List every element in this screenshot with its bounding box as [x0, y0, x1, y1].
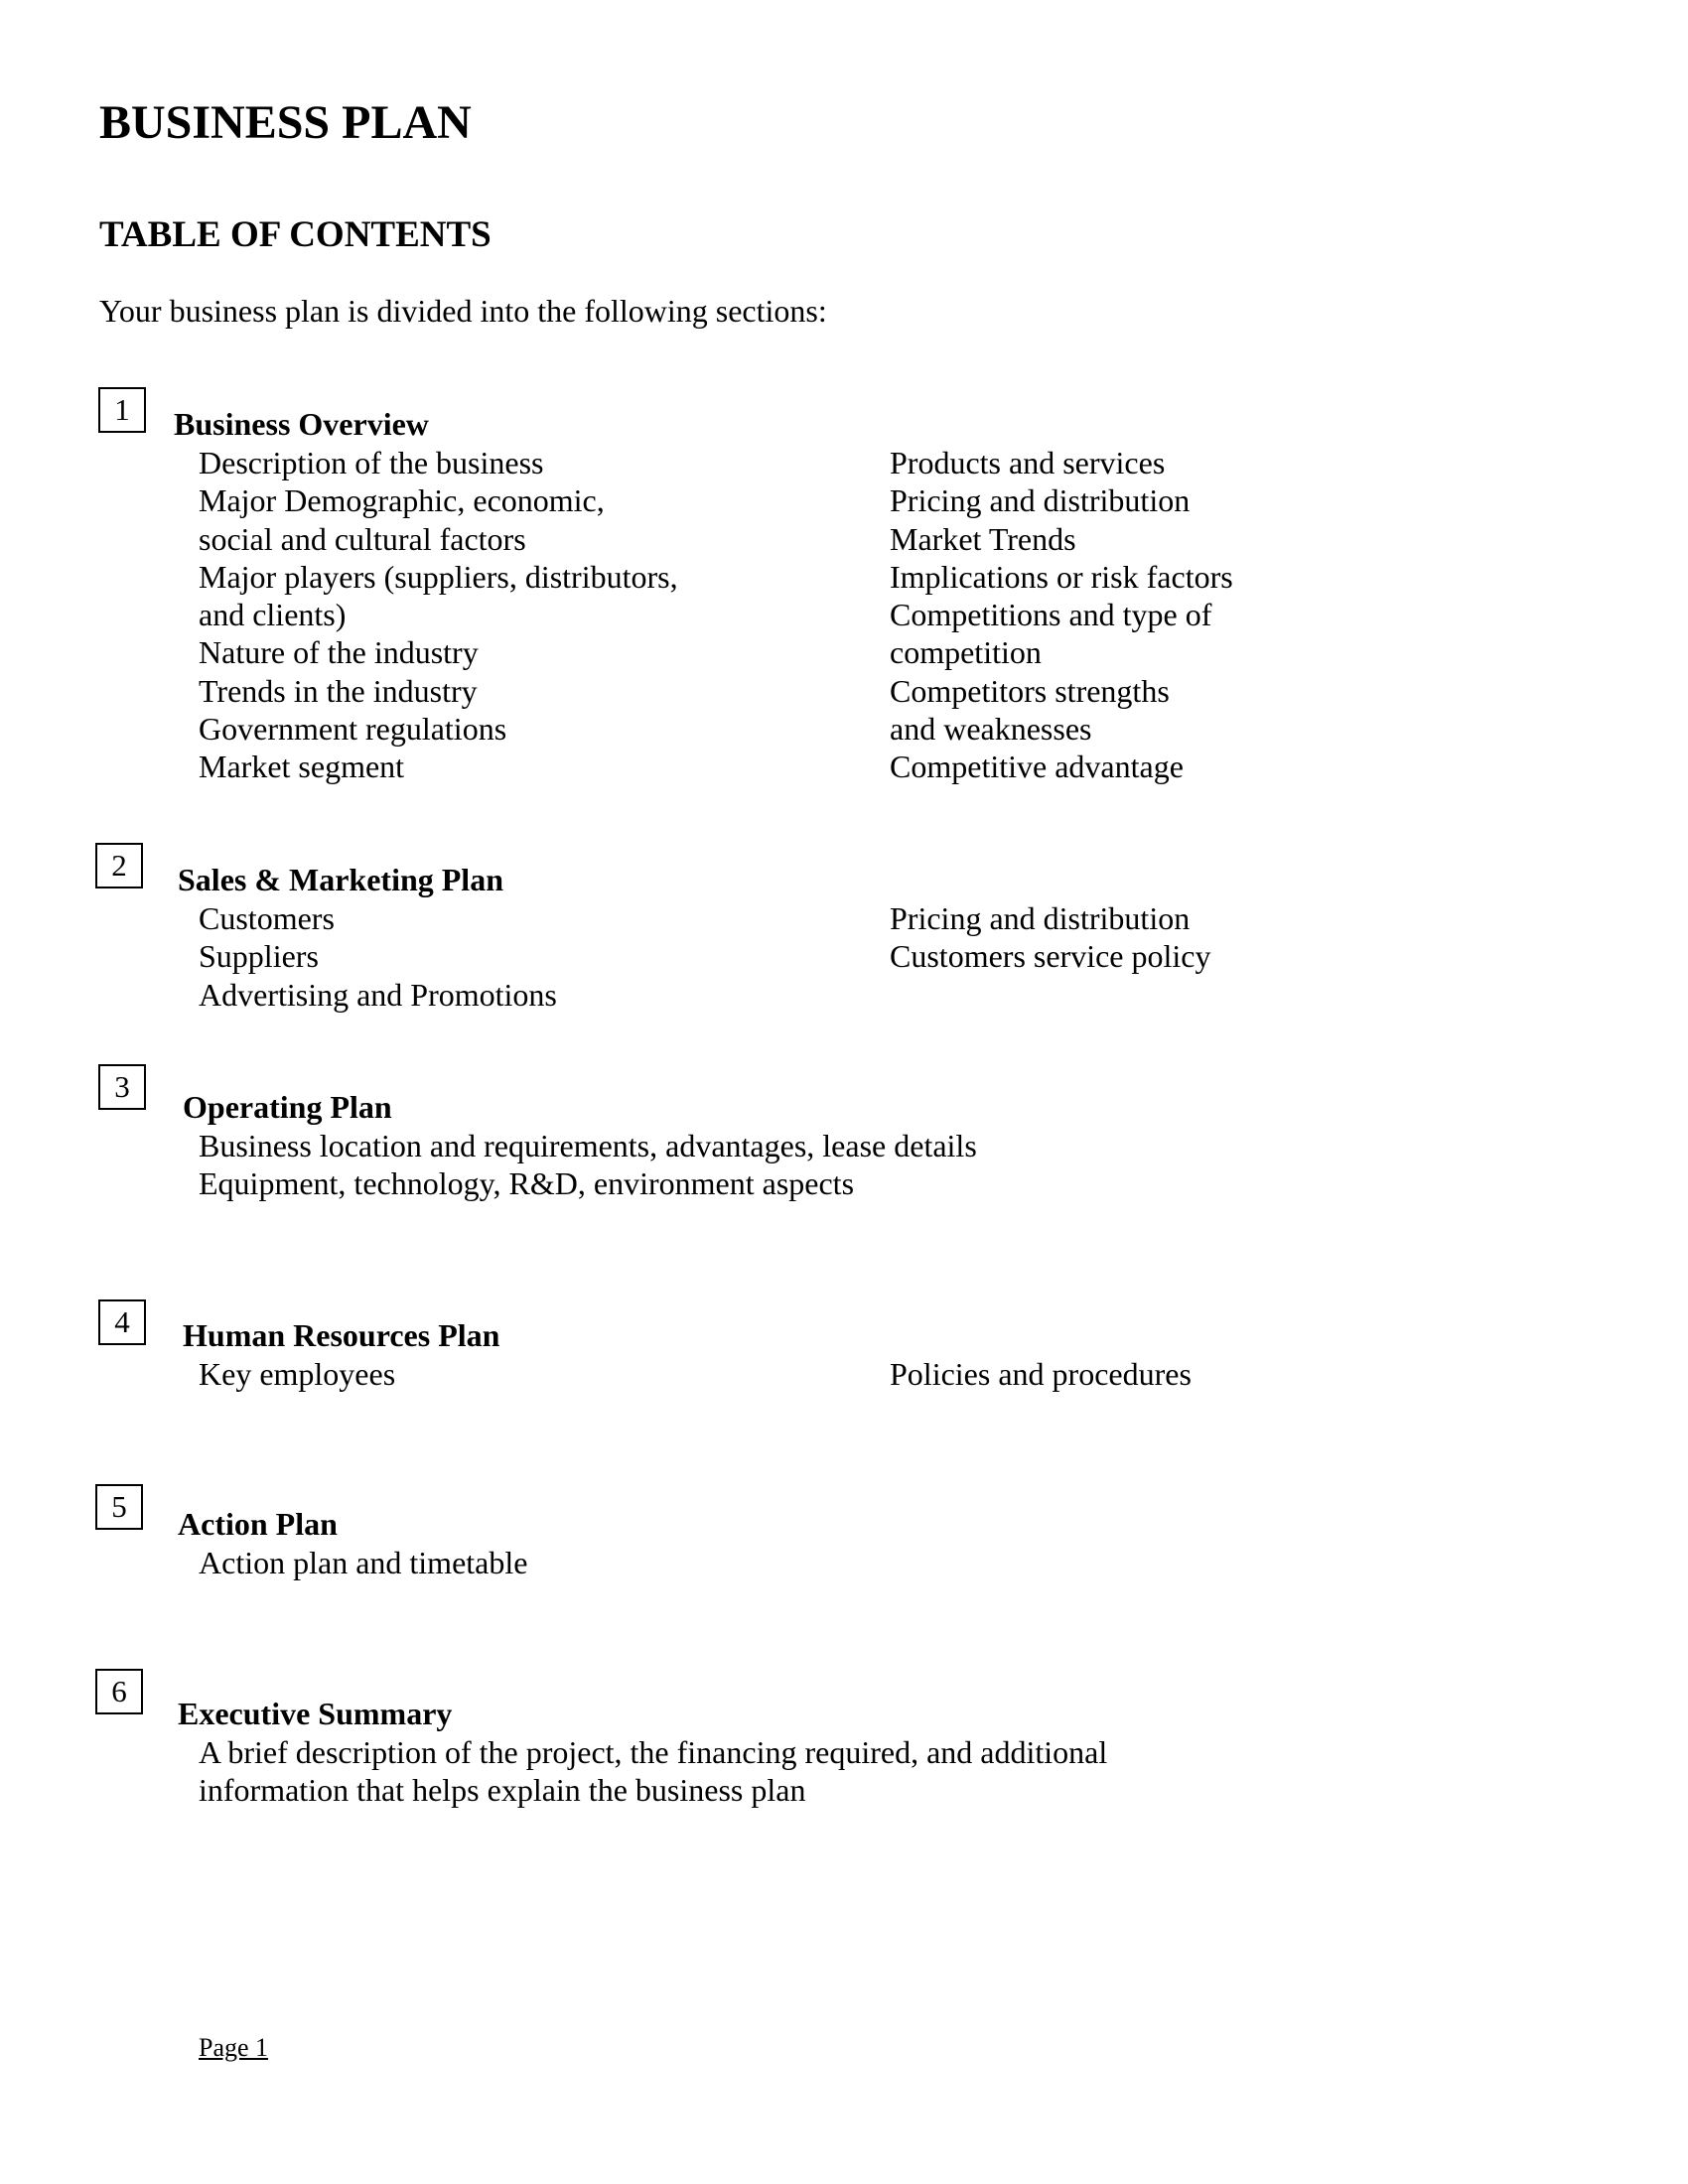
section-3-title: Operating Plan [183, 1089, 392, 1125]
list-item: information that helps explain the business plan [199, 1772, 806, 1809]
section-3-number-box: 3 [98, 1064, 146, 1110]
list-item: and clients) [199, 597, 347, 633]
list-item: Nature of the industry [199, 634, 479, 671]
section-1-right-list [890, 444, 1233, 786]
list-item: Competitive advantage [890, 749, 1184, 785]
section-5-title: Action Plan [178, 1506, 338, 1542]
section-4-left-list [199, 1355, 395, 1393]
list-item: Products and services [890, 445, 1166, 480]
list-item: Customers service policy [890, 938, 1211, 975]
section-1-number-box: 1 [98, 387, 146, 433]
list-item: Business location and requirements, advantages, lease details [199, 1128, 977, 1163]
intro-text: Your business plan is divided into the following sections: [99, 293, 827, 329]
list-item: social and cultural factors [199, 520, 526, 557]
section-6-number-box: 6 [95, 1669, 143, 1714]
list-item: Implications or risk factors [890, 558, 1233, 595]
section-2-left-list [199, 899, 557, 1014]
section-4-right-list [890, 1355, 1192, 1393]
list-item: Description of the business [199, 445, 544, 480]
section-2-title: Sales & Marketing Plan [178, 862, 503, 897]
list-item: Competitors strengths [890, 672, 1170, 709]
section-2-right-list [890, 899, 1210, 976]
section-6-left-list [199, 1733, 1107, 1810]
document-title: BUSINESS PLAN [99, 96, 472, 149]
list-item: Competitions and type of [890, 597, 1212, 633]
list-item: Market Trends [890, 520, 1076, 557]
list-item: A brief description of the project, the financing required, and additional [199, 1734, 1108, 1770]
list-item: Government regulations [199, 711, 507, 748]
section-5-number-box: 5 [95, 1484, 143, 1530]
list-item: Major players (suppliers, distributors, [199, 558, 678, 595]
section-6-title: Executive Summary [178, 1696, 453, 1731]
section-1-left-list [199, 444, 678, 786]
section-3-left-list [199, 1127, 977, 1203]
list-item: Action plan and timetable [199, 1545, 528, 1580]
section-2-number-box: 2 [95, 843, 143, 888]
toc-heading: TABLE OF CONTENTS [99, 214, 492, 255]
list-item: Suppliers [199, 938, 319, 975]
list-item: Equipment, technology, R&D, environment aspects [199, 1165, 855, 1202]
list-item: and weaknesses [890, 711, 1092, 748]
list-item: Trends in the industry [199, 672, 478, 709]
list-item: Market segment [199, 749, 405, 785]
list-item: Major Demographic, economic, [199, 482, 605, 519]
list-item: Key employees [199, 1356, 396, 1392]
list-item: Advertising and Promotions [199, 976, 557, 1013]
list-item: Customers [199, 900, 335, 936]
page-number: Page 1 [199, 2033, 269, 2062]
section-5-left-list [199, 1544, 527, 1581]
section-1-title: Business Overview [174, 406, 429, 442]
list-item: Policies and procedures [890, 1356, 1192, 1392]
list-item: competition [890, 634, 1042, 671]
section-4-number-box: 4 [98, 1299, 146, 1345]
list-item: Pricing and distribution [890, 482, 1191, 519]
section-4-title: Human Resources Plan [183, 1317, 500, 1353]
list-item: Pricing and distribution [890, 900, 1191, 936]
